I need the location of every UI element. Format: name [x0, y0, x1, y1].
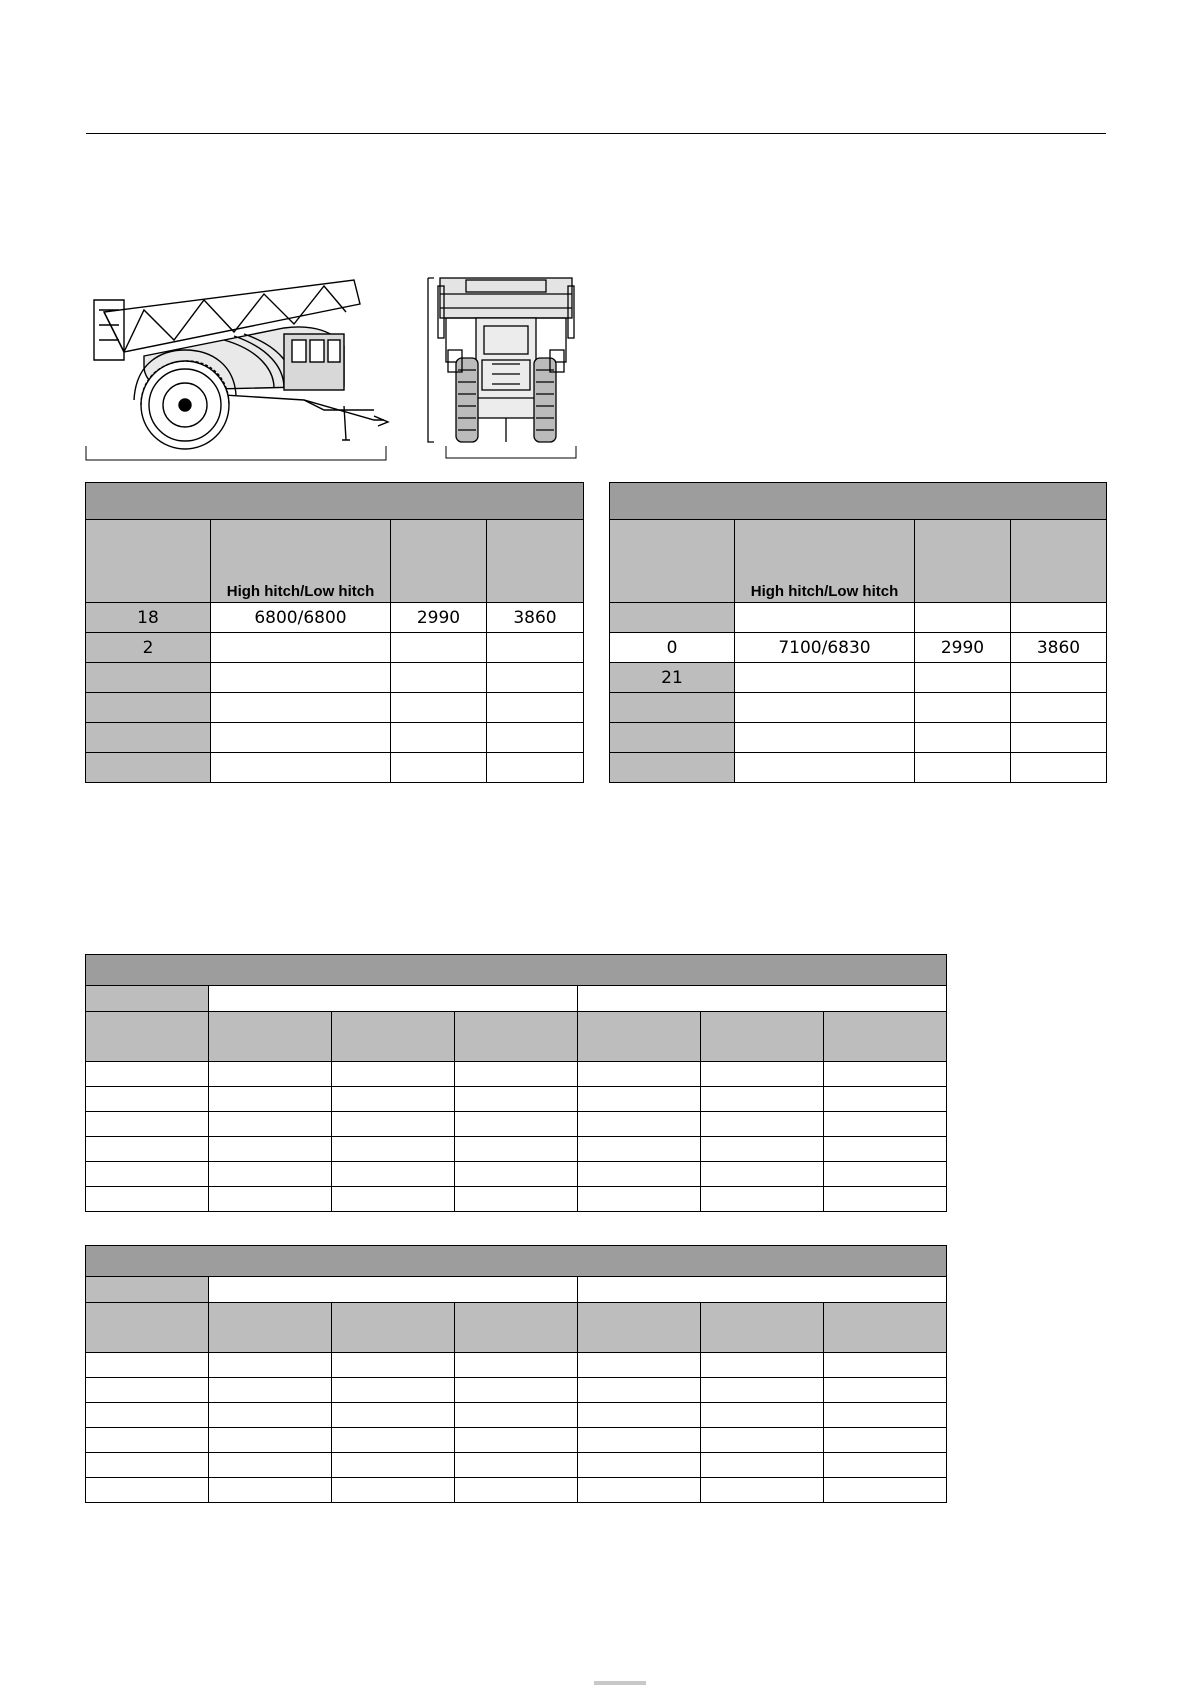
header-cell: [487, 520, 584, 603]
header-cell: [86, 520, 211, 603]
cell-value: [915, 723, 1011, 753]
group-cell: [578, 986, 947, 1012]
table-header-row: [86, 1303, 947, 1353]
header-cell: [610, 520, 735, 603]
table-row: [86, 1353, 947, 1378]
cell-hitch: [735, 723, 915, 753]
cell-hitch: [211, 753, 391, 783]
cell-value: [915, 603, 1011, 633]
cell-value: [915, 693, 1011, 723]
cell-value: [391, 693, 487, 723]
table-row: [86, 1162, 947, 1187]
row-label: [610, 753, 735, 783]
top-rule: [86, 133, 1106, 134]
cell-value: [487, 723, 584, 753]
cell-hitch: [735, 753, 915, 783]
table-title-bar: [86, 483, 584, 520]
cell-value: [1011, 603, 1107, 633]
cell-hitch: [735, 693, 915, 723]
cell-hitch: [735, 603, 915, 633]
group-label-cell: [86, 986, 209, 1012]
cell-hitch: [211, 723, 391, 753]
header-cell: [1011, 520, 1107, 603]
header-cell: [391, 520, 487, 603]
cell-hitch: 7100/6830: [735, 633, 915, 663]
header-cell: [915, 520, 1011, 603]
group-cell: [209, 986, 578, 1012]
cell-value: [487, 753, 584, 783]
group-cell: [209, 1277, 578, 1303]
table-row: [86, 1428, 947, 1453]
table-row: [86, 663, 584, 693]
cell-value: [915, 663, 1011, 693]
cell-hitch: [211, 633, 391, 663]
table-header-row: [86, 520, 584, 603]
row-label: [86, 663, 211, 693]
cell-value: [487, 633, 584, 663]
cell-hitch: 6800/6800: [211, 603, 391, 633]
table-row: [610, 633, 1107, 663]
sprayer-rear-view-illustration: [426, 274, 588, 462]
table-title-bar: [86, 1246, 947, 1277]
table-row: [86, 1378, 947, 1403]
table-row: [610, 723, 1107, 753]
table-title-bar: [86, 955, 947, 986]
cell-value: [1011, 723, 1107, 753]
table-row: [86, 753, 584, 783]
dimensions-table-right: [609, 482, 1107, 783]
row-label: 0: [610, 633, 735, 663]
table-row: [86, 1062, 947, 1087]
cell-value: 3860: [487, 603, 584, 633]
table-row: [86, 1478, 947, 1503]
table-row: [86, 723, 584, 753]
cell-hitch: [211, 663, 391, 693]
row-label: [86, 693, 211, 723]
table-row: [86, 1087, 947, 1112]
cell-value: [1011, 753, 1107, 783]
table-row: [610, 603, 1107, 633]
dimensions-table-left: [85, 482, 584, 783]
table-header-row: [610, 520, 1107, 603]
row-label: [86, 753, 211, 783]
table-row: [86, 1112, 947, 1137]
cell-value: [391, 753, 487, 783]
cell-value: 3860: [1011, 633, 1107, 663]
table-row: [86, 603, 584, 633]
header-hitch: High hitch/Low hitch: [735, 520, 915, 603]
spec-table-upper: [85, 954, 947, 1212]
row-label: 21: [610, 663, 735, 693]
table-row: [86, 1403, 947, 1428]
cell-value: [391, 633, 487, 663]
cell-value: [487, 693, 584, 723]
table-group-row: [86, 1277, 947, 1303]
cell-hitch: [211, 693, 391, 723]
cell-value: [487, 663, 584, 693]
cell-value: 2990: [915, 633, 1011, 663]
table-row: [86, 1453, 947, 1478]
table-row: [610, 753, 1107, 783]
table-row: [86, 1187, 947, 1212]
group-cell: [578, 1277, 947, 1303]
table-row: [86, 633, 584, 663]
table-group-row: [86, 986, 947, 1012]
row-label: 18: [86, 603, 211, 633]
cell-value: [915, 753, 1011, 783]
row-label: [610, 693, 735, 723]
header-hitch: High hitch/Low hitch: [211, 520, 391, 603]
cell-value: [391, 663, 487, 693]
table-row: [610, 663, 1107, 693]
table-row: [610, 693, 1107, 723]
cell-value: [1011, 693, 1107, 723]
row-label: [610, 723, 735, 753]
cell-value: [391, 723, 487, 753]
spec-table-lower: [85, 1245, 947, 1503]
table-row: [86, 693, 584, 723]
row-label: [610, 603, 735, 633]
sprayer-side-view-illustration: [84, 270, 396, 462]
table-row: [86, 1137, 947, 1162]
row-label: [86, 723, 211, 753]
cell-value: [1011, 663, 1107, 693]
page-footer-mark: [594, 1681, 646, 1685]
cell-hitch: [735, 663, 915, 693]
cell-value: 2990: [391, 603, 487, 633]
group-label-cell: [86, 1277, 209, 1303]
table-header-row: [86, 1012, 947, 1062]
table-title-bar: [610, 483, 1107, 520]
row-label: 2: [86, 633, 211, 663]
